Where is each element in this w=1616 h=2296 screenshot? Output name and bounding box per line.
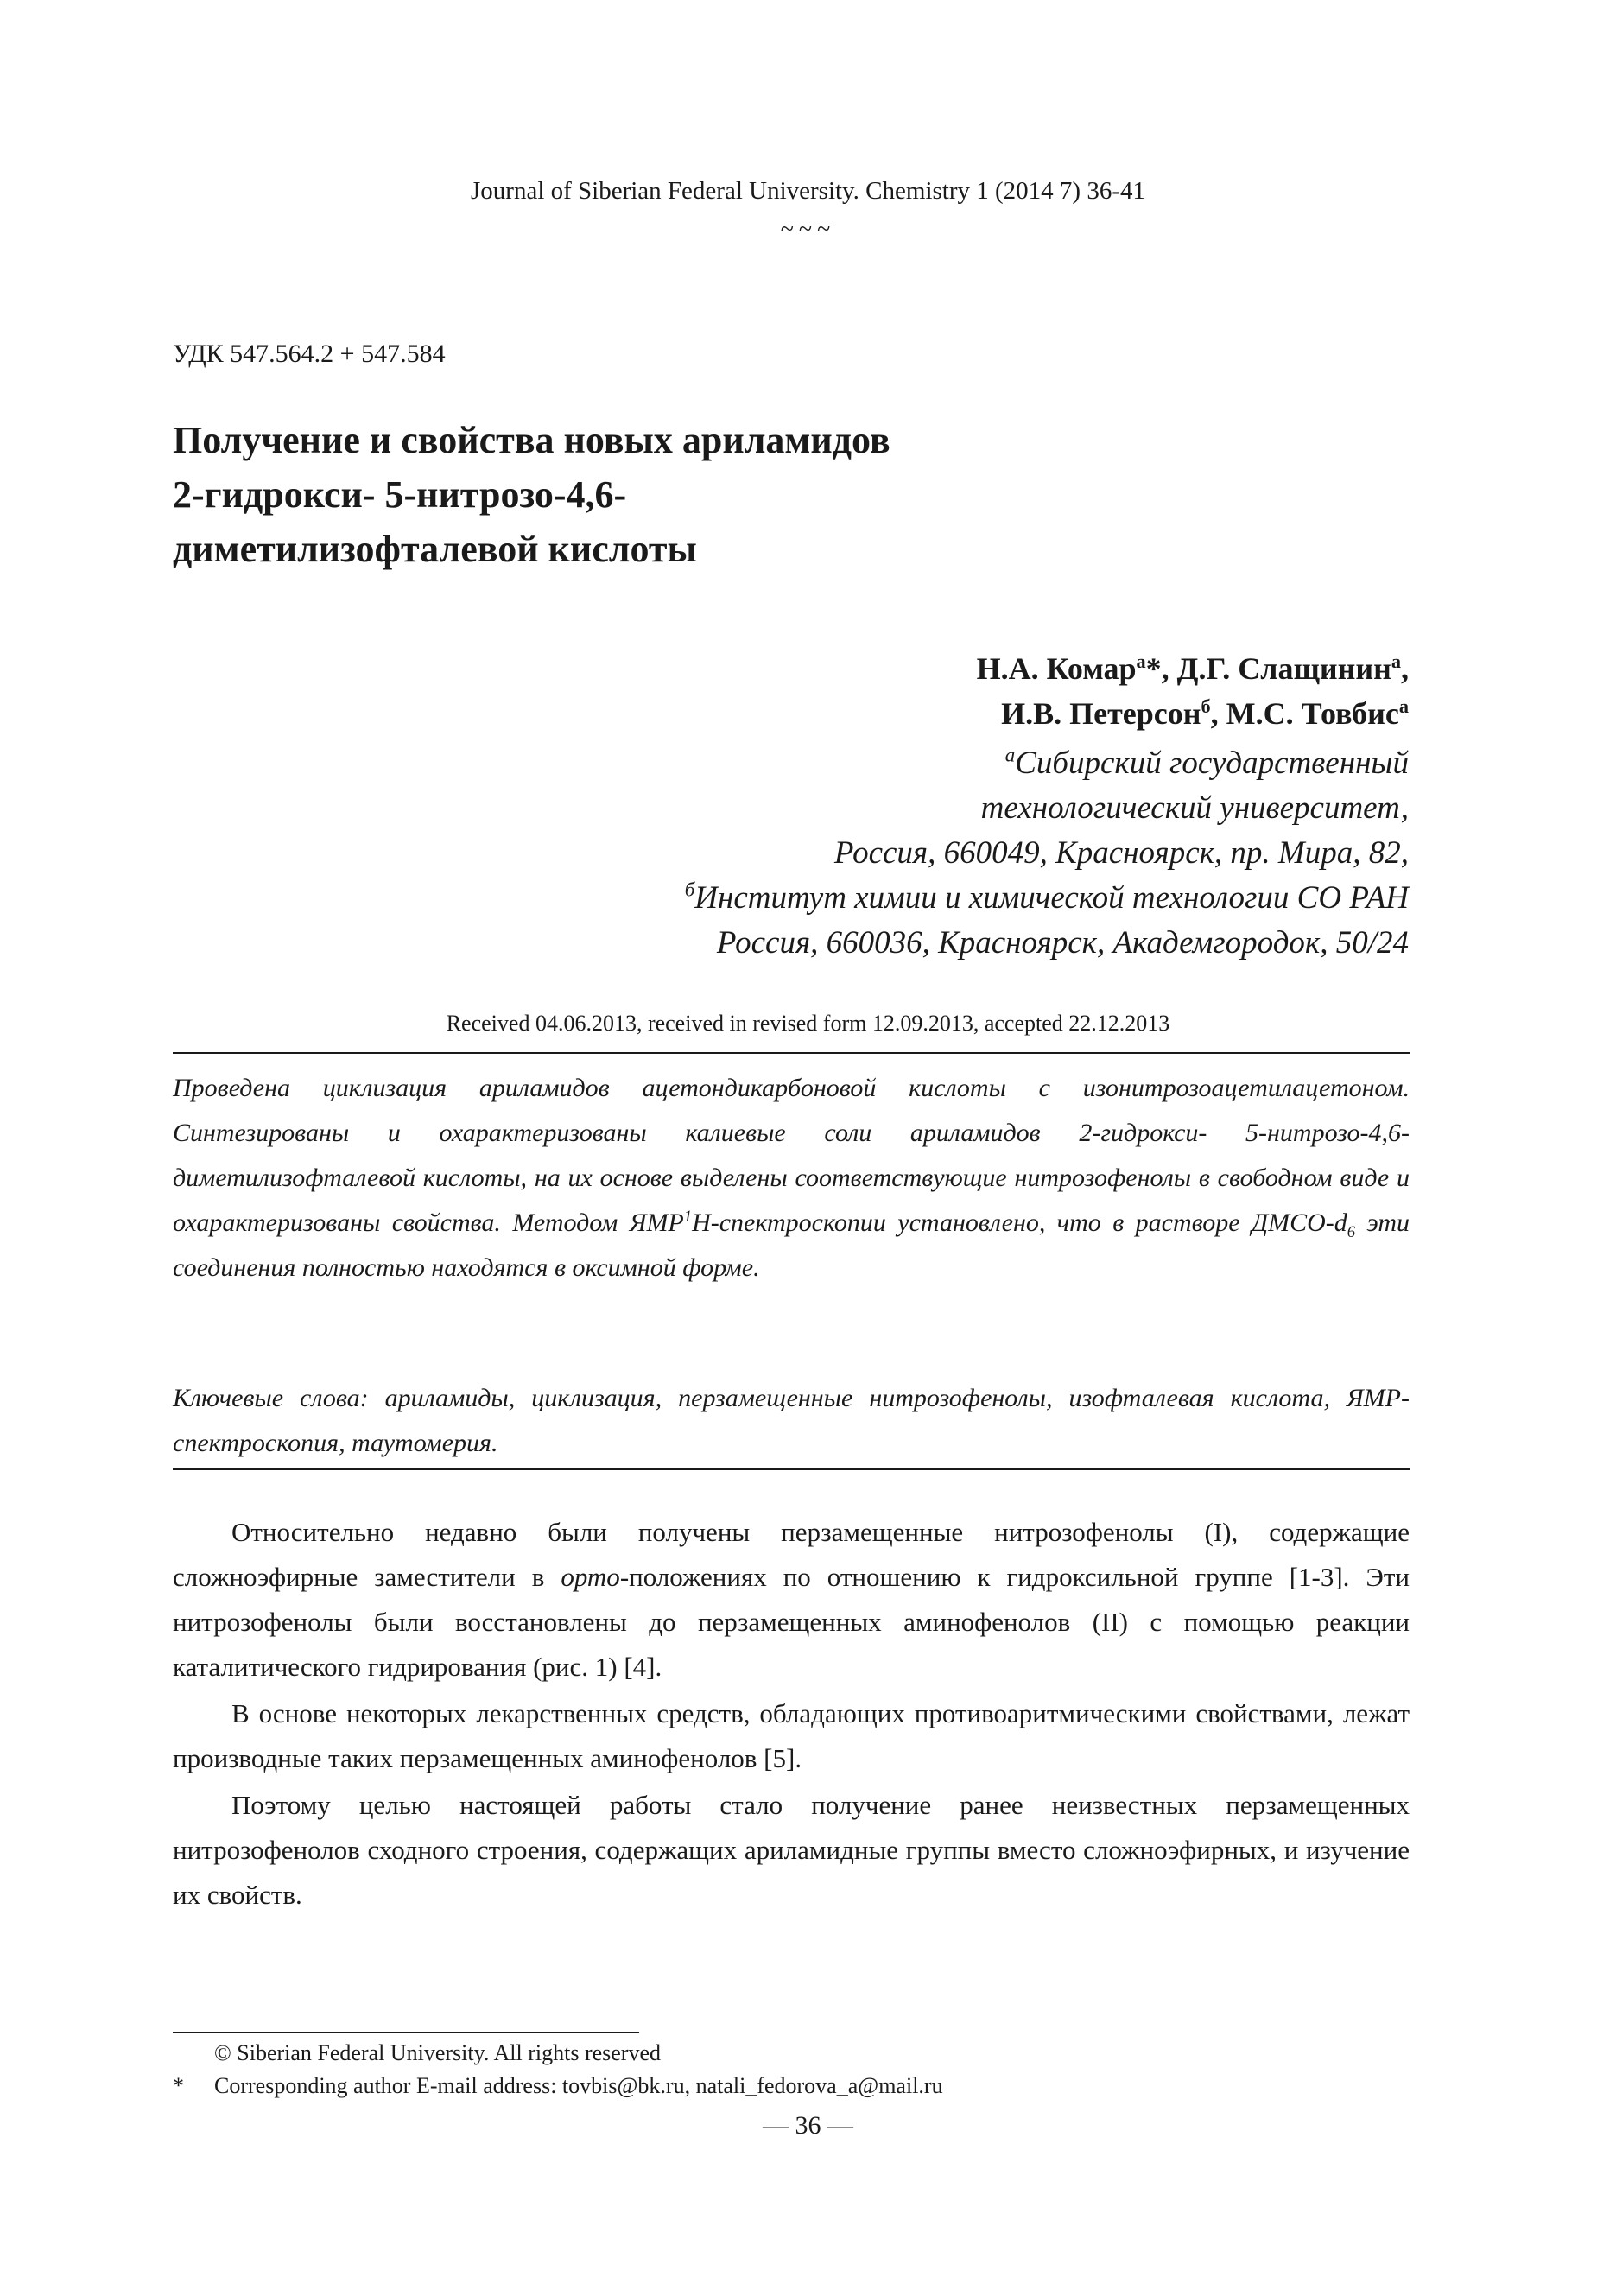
author-name: Н.А. Комар xyxy=(976,651,1137,686)
paragraph xyxy=(173,1510,1410,1690)
superscript: 1 xyxy=(683,1208,693,1226)
footnote-mark-spacer xyxy=(173,2037,214,2070)
abstract xyxy=(173,1066,1410,1291)
affiliation-text: Институт химии и химической технологии СО РАН xyxy=(694,880,1409,916)
footnote-corresponding xyxy=(173,2070,943,2103)
body-text xyxy=(173,1510,1410,1919)
header-ornament: ~~~ xyxy=(780,216,836,243)
title-line: диметилизофталевой кислоты xyxy=(173,528,697,570)
abstract-text: эти соединения полностью находятся в оксимной форме. xyxy=(173,1208,1410,1282)
author-name: , Д.Г. Слащинин xyxy=(1161,651,1391,686)
paragraph-text: Относительно недавно были получены перзамещенные нитрозофенолы (I), содержащие сложноэфирные заместители в xyxy=(173,1517,1410,1592)
affiliation-line xyxy=(685,741,1409,786)
abstract-top-rule xyxy=(173,1052,1410,1054)
affiliation-mark: а xyxy=(1004,744,1016,766)
emphasis: орто xyxy=(561,1562,620,1592)
corresponding-mark: * xyxy=(1145,651,1162,686)
footnote-rule xyxy=(173,2032,639,2033)
affiliation-line: технологический университет, xyxy=(980,790,1409,826)
affiliation-mark: б xyxy=(1201,695,1211,717)
article-title xyxy=(173,413,890,576)
affiliations-block xyxy=(685,741,1409,966)
journal-header: Journal of Siberian Federal University. Chemistry 1 (2014 7) 36-41 xyxy=(471,177,1145,205)
affiliation-mark: б xyxy=(684,878,695,901)
received-dates: Received 04.06.2013, received in revised form 12.09.2013, accepted 22.12.2013 xyxy=(446,1011,1170,1036)
author-name: И.В. Петерсон xyxy=(1001,696,1201,731)
footnote-mark: * xyxy=(173,2073,184,2098)
authors-line xyxy=(977,691,1409,736)
affiliation-line xyxy=(685,876,1409,921)
title-line: Получение и свойства новых ариламидов xyxy=(173,419,890,461)
authors-block xyxy=(977,646,1409,736)
title-line: 2-гидрокси- 5-нитрозо-4,6- xyxy=(173,473,627,516)
footnote-text: © Siberian Federal University. All rights reserved xyxy=(214,2040,662,2065)
abstract-text: Проведена циклизация ариламидов ацетондикарбоновой кислоты с изонитрозоацетилацетоном. Синтезированы и охарактеризованы калиевые соли ариламидов 2-гидрокси- 5-нитрозо-4,6-диметилизофталевой кислоты, на их основе выделены соответствующие нитрозофенолы в свободном виде и охарактеризованы свойства. Методом ЯМР xyxy=(173,1074,1410,1237)
footnote-copyright xyxy=(173,2037,943,2070)
affiliation-text: Сибирский государственный xyxy=(1015,745,1409,781)
abstract-bottom-rule xyxy=(173,1468,1410,1470)
keywords: Ключевые слова: ариламиды, циклизация, перзамещенные нитрозофенолы, изофталевая кислота, ЯМР-спектроскопия, таутомерия. xyxy=(173,1384,1410,1457)
udk-code: УДК 547.564.2 + 547.584 xyxy=(173,339,446,368)
author-name: , М.С. Товбис xyxy=(1210,696,1399,731)
affiliation-mark: а xyxy=(1136,650,1146,672)
paragraph: Поэтому целью настоящей работы стало получение ранее неизвестных перзамещенных нитрозофенолов сходного строения, содержащих ариламидные группы вместо сложноэфирных, и изучение их свойств. xyxy=(173,1790,1410,1910)
footnote-text: Corresponding author E-mail address: tovbis@bk.ru, natali_fedorova_a@mail.ru xyxy=(214,2073,943,2098)
authors-line xyxy=(977,646,1409,691)
abstract-text: Н-спектроскопии установлено, что в растворе ДМСО-d xyxy=(692,1208,1347,1237)
paragraph-text: -положениях по отношению к гидроксильной группе [1-3]. Эти нитрозофенолы были восстановлены до перзамещенных аминофенолов (II) с помощью реакции каталитического гидрирования (рис. 1) [4]. xyxy=(173,1562,1410,1682)
paragraph: В основе некоторых лекарственных средств, обладающих противоаритмическими свойствами, лежат производные таких перзамещенных аминофенолов [5]. xyxy=(173,1698,1410,1773)
affiliation-mark: а xyxy=(1391,650,1401,672)
separator: , xyxy=(1401,651,1409,686)
footnotes xyxy=(173,2037,943,2103)
affiliation-line: Россия, 660036, Красноярск, Академгородок, 50/24 xyxy=(716,925,1409,961)
affiliation-mark: а xyxy=(1398,695,1409,717)
page-number: — 36 — xyxy=(763,2111,853,2140)
subscript: 6 xyxy=(1347,1223,1356,1241)
affiliation-line: Россия, 660049, Красноярск, пр. Мира, 82, xyxy=(833,835,1409,871)
